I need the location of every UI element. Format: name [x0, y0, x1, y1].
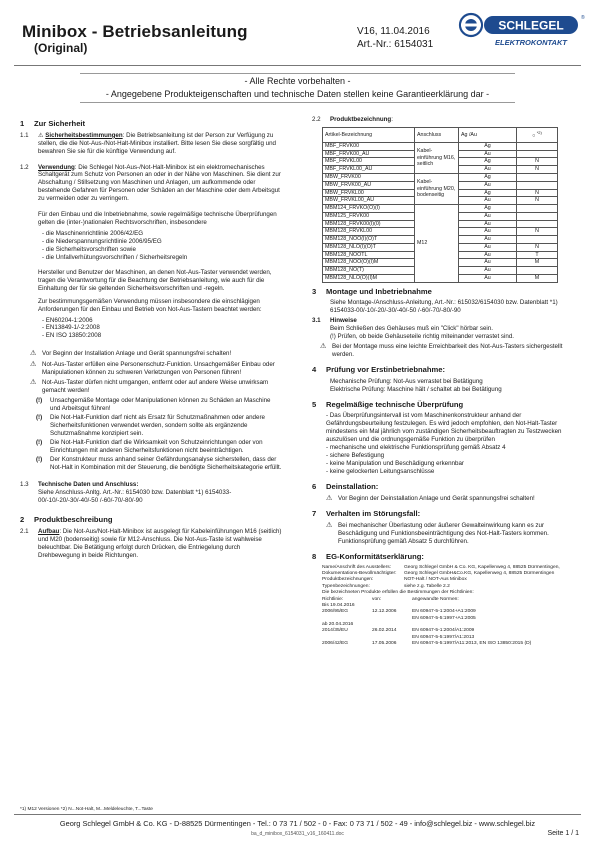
- header-divider: [14, 65, 581, 66]
- option-cell: [516, 150, 557, 158]
- connection-cell: M12: [415, 205, 459, 283]
- contact-cell: Au: [459, 251, 517, 259]
- option-cell: [516, 236, 557, 244]
- warning-icon: ⚠: [30, 350, 37, 358]
- regulations-list: [42, 230, 282, 262]
- hint-check-latch: (!) Prüfen, ob beide Gehäuseteile richtig miteinander verrastet sind.: [330, 333, 515, 341]
- list-item: - die Sicherheitsvorschriften sowie: [42, 246, 282, 254]
- list-item: - EN ISO 13850:2008: [42, 332, 282, 340]
- version-label: V16, 11.04.2016: [357, 26, 430, 37]
- hint-reachability: ⚠ Bei der Montage muss eine leichte Erreichbarkeit des Not-Aus-Tasters sichergestellt werden.: [320, 343, 563, 359]
- contact-cell: Au: [459, 259, 517, 267]
- conformity-declaration: Name/Anschrift des Ausstellers: Georg Schlegel GmbH & Co. KG, Kapellenweg 4, 88525 Dürmentingen, Dokumentations-Bevollmächtigter: Georg Schlegel GmbH&Co.KG, Kapellenweg 4, 88525 Dürmentingen Produktbezeichnungen: NOT-Halt / NOT-Aus Minibox Typenbezeichnungen: siehe z.g. Tabelle 2.2 Die bezeichneten Produkte erfüllen die Bestimmungen der Richtlinien: Richtlinie: von: angewandte Normen: Bis 19.04.2016 2006/95/EG 12.12.2006 EN 60947-5-1:2004+A1:2009 EN 60947-5-5:1997+A1:2005 ab 20.04.2016 2014/35/EU 26.02.2014 EN 60947-5-1:2004/A1:2009 EN 60947-5-5:1997/A1:2013 2006/42/EG 17.05.2006 EN 60947-5-5:1997/A11:2013, EN ISO 13850:2015 (D): [322, 564, 560, 647]
- option-cell: [516, 267, 557, 275]
- list-item: - keine gelockerten Leitungsanschlüsse: [326, 468, 580, 476]
- option-cell: N: [516, 197, 557, 205]
- article-cell: MBM128_NLO(O)(I)M: [323, 274, 415, 282]
- contact-cell: Au: [459, 274, 517, 282]
- option-cell: N: [516, 243, 557, 251]
- schlegel-logo: [457, 11, 585, 51]
- section-3-heading: 3 Montage und Inbetriebnahme: [312, 286, 432, 296]
- option-cell: T: [516, 251, 557, 259]
- section-1-2: 1.2 Verwendung: Die Schlegel Not-Aus-/Not-Halt-Minibox ist ein elektromechanisches Schaltgerät zum Schutz von Personen an oder in der Nähe von Maschinen. Sie dient zur Abschaltung / Stillsetzung von Maschinen und Anlagen, um aufkommende oder bestehende Gefahren für Personen oder Schäden an der Maschine oder dem Arbeitsgut zu vermeiden oder zu verringern.: [20, 163, 281, 203]
- article-cell: MBF_FRVK00: [323, 142, 415, 150]
- right-column: [312, 116, 580, 648]
- option-cell: N: [516, 166, 557, 174]
- list-item: - die Niederspannungsrichtlinie 2006/95/EG: [42, 238, 282, 246]
- rights-notice: [0, 75, 595, 101]
- list-item: - EN13849-1/-2:2008: [42, 324, 282, 332]
- electrical-test: Elektrische Prüfung: Maschine hält / schaltet ab bei Betätigung: [330, 385, 502, 393]
- article-cell: MBM128_FRVKL00: [323, 228, 415, 236]
- regulations-paragraph: Für den Einbau und die Inbetriebnahme, sowie regelmäßige technische Überprüfungen gelten die (inter-)nationalen Rechtsvorschriften, insbesondere: [38, 211, 277, 227]
- logo-text: SCHLEGEL: [498, 18, 564, 33]
- section-7-heading: 7 Verhalten im Störungsfall:: [312, 509, 421, 519]
- warning-icon: ⚠: [38, 131, 46, 139]
- contact-cell: Au: [459, 228, 517, 236]
- article-cell: MBW_FRVK00: [323, 174, 415, 182]
- contact-cell: Au: [459, 181, 517, 189]
- contact-cell: Au: [459, 243, 517, 251]
- version-block: [357, 26, 433, 51]
- connection-cell: Kabel-einführung M16, seitlich: [415, 142, 459, 173]
- contact-cell: Ag: [459, 174, 517, 182]
- article-cell: MBM128_FRVK00(I)(0): [323, 220, 415, 228]
- section-2-2: 2.2 Produktbezeichnung:: [312, 116, 393, 123]
- section-8-heading: 8 EG-Konformitätserklärung:: [312, 552, 424, 562]
- notice-line-1: - Alle Rechte vorbehalten -: [244, 76, 351, 86]
- article-cell: MBM128_NO(T): [323, 267, 415, 275]
- warning-icon: ⚠: [30, 379, 37, 387]
- article-cell: MBM124_FRVKO(O)(I): [323, 205, 415, 213]
- option-cell: M: [516, 274, 557, 282]
- col-header-option: ○ $^{*2)}$: [516, 127, 557, 142]
- option-cell: [516, 212, 557, 220]
- article-cell: MBW_FRVKL00: [323, 189, 415, 197]
- contact-cell: Ag: [459, 142, 517, 150]
- contact-cell: Ag: [459, 205, 517, 213]
- warning-bypass: ⚠ Not-Aus-Taster dürfen nicht umgangen, entfernt oder auf andere Weise unwirksam gemacht werden!: [30, 379, 269, 395]
- article-cell: MBF_FRVKL00: [323, 158, 415, 166]
- inspection-list: [326, 412, 580, 476]
- option-cell: N: [516, 228, 557, 236]
- article-cell: MBM125_FRVK00: [323, 212, 415, 220]
- exclamation-icon: (!): [36, 413, 43, 421]
- option-cell: M: [516, 259, 557, 267]
- list-item: - Das Überprüfungsintervall ist vom Maschinenkonstrukteur anhand der Gefährdungsbeurteilung festzulegen. Es wird jedoch empfohlen, den Not-Halt-Taster mindestens ein Mal jährlich vom zuständigen Sicherheitsbeauftragten zu Testzwecken auszulösen und die ordnungsgemäße Funktion zu überprüfen: [326, 412, 580, 444]
- connection-cell: Kabel-einführung M20, bodenseitig: [415, 174, 459, 205]
- mechanical-test: Mechanische Prüfung: Not-Aus verrastet bei Betätigung: [330, 377, 483, 385]
- exclamation-icon: (!): [36, 438, 43, 446]
- contact-cell: Au: [459, 267, 517, 275]
- article-cell: MBW_FRVK00_AU: [323, 181, 415, 189]
- section-2-heading: 2 Produktbeschreibung: [20, 515, 113, 525]
- exclamation-icon: (!): [36, 397, 43, 405]
- option-cell: [516, 220, 557, 228]
- article-cell: MBF_FRVKL00_AU: [323, 166, 415, 174]
- warning-malfunction: ⚠ Bei mechanischer Überlastung oder äußerer Gewalteinwirkung kann es zur Beschädigung und Funktionsbeeinträchtigung des Not-Halt-Tasters kommen. Funktionsprüfung gemäß Absatz 5 durchführen.: [326, 522, 549, 546]
- page-number: Seite 1 / 1: [547, 830, 579, 837]
- note-not-replacement: (!) Die Not-Halt-Funktion darf nicht als Ersatz für Schutzmaßnahmen oder andere Sicherheitsfunktionen verwendet werden, sondern sollte als ergänzende Schutzmaßnahme konzipiert sein.: [36, 413, 265, 437]
- company-address: Georg Schlegel GmbH & Co. KG - D-88525 Dürmentingen - Tel.: 0 73 71 / 502 - 0 - Fax: 0 73 71 / 502 - 49 - info@schlegel.biz - www.schlegel.biz: [59, 819, 536, 828]
- contact-cell: Au: [459, 150, 517, 158]
- contact-cell: Au: [459, 212, 517, 220]
- contact-cell: Ag: [459, 158, 517, 166]
- option-cell: [516, 205, 557, 213]
- article-cell: MBF_FRVK00_AU: [323, 150, 415, 158]
- option-cell: [516, 142, 557, 150]
- warning-install: ⚠ Vor Beginn der Installation Anlage und Gerät spannungsfrei schalten!: [30, 350, 232, 358]
- warning-icon: ⚠: [30, 361, 37, 369]
- file-name: ba_d_minibox_6154031_v16_160411.doc: [251, 831, 344, 837]
- hint-click: Beim Schließen des Gehäuses muß ein "Click" hörbar sein.: [330, 325, 493, 333]
- table-header-row: [323, 127, 558, 142]
- notice-line-2: - Angegebene Produkteigenschaften und technische Daten stellen keine Garantieerklärung dar -: [105, 89, 490, 100]
- option-cell: N: [516, 158, 557, 166]
- responsibility-paragraph: Hersteller und Benutzer der Maschinen, an denen Not-Aus-Taster verwendet werden, tragen die Verantwortung für die Beachtung der Betriebsanleitung, wie auch für die Einhaltung der für sie geltenden Sicherheitsvorschriften und -regeln.: [38, 268, 272, 292]
- option-cell: N: [516, 189, 557, 197]
- article-cell: MBM128_NOO(O)(I)M: [323, 259, 415, 267]
- table-row: [323, 142, 558, 150]
- table-row: [323, 205, 558, 213]
- exclamation-icon: (!): [36, 455, 43, 463]
- article-cell: MBW_FRVKL00_AU: [323, 197, 415, 205]
- article-number: Art.-Nr.: 6154031: [357, 38, 434, 50]
- article-cell: MBM128_NLO(I)(O)T: [323, 243, 415, 251]
- note-designer: (!) Der Konstrukteur muss anhand seiner Gefährdungsanalyse sicherstellen, dass der Not-Halt in Kombination mit der Steuerung, die benötigte Sicherheitskategorie erfüllt.: [36, 455, 282, 471]
- product-table: [322, 127, 558, 283]
- circle-symbol-icon: ○: [532, 132, 537, 139]
- contact-cell: Au: [459, 197, 517, 205]
- warning-icon: ⚠: [326, 522, 333, 530]
- warning-deinstall: ⚠ Vor Beginn der Deinstallation Anlage und Gerät spannungsfrei schalten!: [326, 494, 535, 502]
- contact-cell: Ag: [459, 189, 517, 197]
- col-header-connection: Anschluss: [415, 127, 459, 142]
- option-cell: [516, 181, 557, 189]
- document-subtitle: (Original): [34, 41, 88, 55]
- article-cell: MBM128_NOOTL: [323, 251, 415, 259]
- requirements-paragraph: Zur bestimmungsgemäßen Verwendung müssen insbesondere die einschlägigen Anforderungen für den Einbau und Betrieb von Not-Aus-Tastern beachtet werden:: [38, 297, 262, 313]
- section-1-1: 1.1 ⚠ Sicherheitsbestimmungen: Die Betriebsanleitung ist der Person zur Verfügung zu stellen, die die Not-Aus-/Not-Halt-Minibox installiert. Bitte lesen Sie diese sorgfältig und bewahren Sie sie für die künftige Verwendung auf.: [20, 131, 276, 155]
- section-1-3: 1.3 Technische Daten und Anschluss: Siehe Anschluss-Anltg. Art.-Nr.: 6154030 bzw. Datenblatt *1) 6154033-00/-10/-20/-30/-40/-50 /-60/-70/-80/-90: [20, 481, 232, 505]
- section-5-heading: 5 Regelmäßige technische Überprüfung: [312, 399, 464, 409]
- list-item: - keine Manipulation und Beschädigung erkennbar: [326, 460, 580, 468]
- document-title: Minibox - Betriebsanleitung: [22, 22, 248, 41]
- section-3-text: Siehe Montage-/Anschluss-Anleitung, Art.-Nr.: 615032/6154030 bzw. Datenblatt *1) 6154033-00/-10/-20/-30/-40/-50 /-60/-70/-80/-90: [330, 299, 558, 315]
- col-header-contact: Ag /Au: [459, 127, 517, 142]
- contact-cell: Au: [459, 236, 517, 244]
- col-header-article: Artikel-Bezeichnung: [323, 127, 415, 142]
- standards-list: [42, 317, 282, 341]
- footer-divider: [14, 814, 581, 815]
- note-mounting: (!) Unsachgemäße Montage oder Manipulationen können zu Schäden an Maschine und Arbeitsgut führen!: [36, 397, 271, 412]
- list-item: - EN60204-1:2006: [42, 317, 282, 325]
- contact-cell: Au: [459, 220, 517, 228]
- list-item: - mechanische und elektrische Funktionsprüfung gemäß Absatz 4: [326, 444, 580, 452]
- footnote: *1) M12 Versionen *2) N...Not-Halt, M...Meldeleuchte, T...Taste: [20, 807, 153, 812]
- section-3-1: 3.1 Hinweise: [312, 317, 357, 325]
- list-item: - die Maschinenrichtlinie 2006/42/EG: [42, 230, 282, 238]
- svg-text:®: ®: [581, 15, 585, 21]
- note-effectiveness: (!) Die Not-Halt-Funktion darf die Wirksamkeit von Schutzeinrichtungen oder von Einrichtungen mit anderen Sicherheitsfunktionen nicht beeinträchtigen.: [36, 438, 263, 454]
- list-item: - sichere Befestigung: [326, 452, 580, 460]
- warning-personal-protection: ⚠ Not-Aus-Taster erfüllen eine Personenschutz-Funktion. Unsachgemäßer Einbau oder Manipulationen können zu schweren Verletzungen von Personen führen!: [30, 361, 275, 377]
- warning-icon: ⚠: [326, 494, 333, 502]
- logo-subtext: ELEKTROKONTAKT: [495, 38, 567, 47]
- left-column: [20, 116, 282, 560]
- contact-cell: Au: [459, 166, 517, 174]
- article-cell: MBM128_NOO(I)(O)T: [323, 236, 415, 244]
- list-item: - die Unfallverhütungsvorschriften / Sicherheitsregeln: [42, 254, 282, 262]
- section-2-1: 2.1 Aufbau: Die Not-Aus/Not-Halt-Minibox ist ausgelegt für Kabeleinführungen M16 (seitlich) und M20 (bodenseitig) sowie für M12-Anschluss. Die Not-Aus-Taste ist wahlweise beleuchtbar. Die Betätigung erfolgt durch Drücken, die Entriegelung durch Drehbewegung in beide Richtungen.: [20, 528, 282, 559]
- table-row: [323, 174, 558, 182]
- warning-icon: ⚠: [320, 343, 327, 351]
- section-1-heading: 1 Zur Sicherheit: [20, 119, 86, 128]
- section-4-heading: 4 Prüfung vor Erstinbetriebnahme:: [312, 365, 445, 374]
- option-cell: [516, 174, 557, 182]
- section-6-heading: 6 Deinstallation:: [312, 481, 379, 491]
